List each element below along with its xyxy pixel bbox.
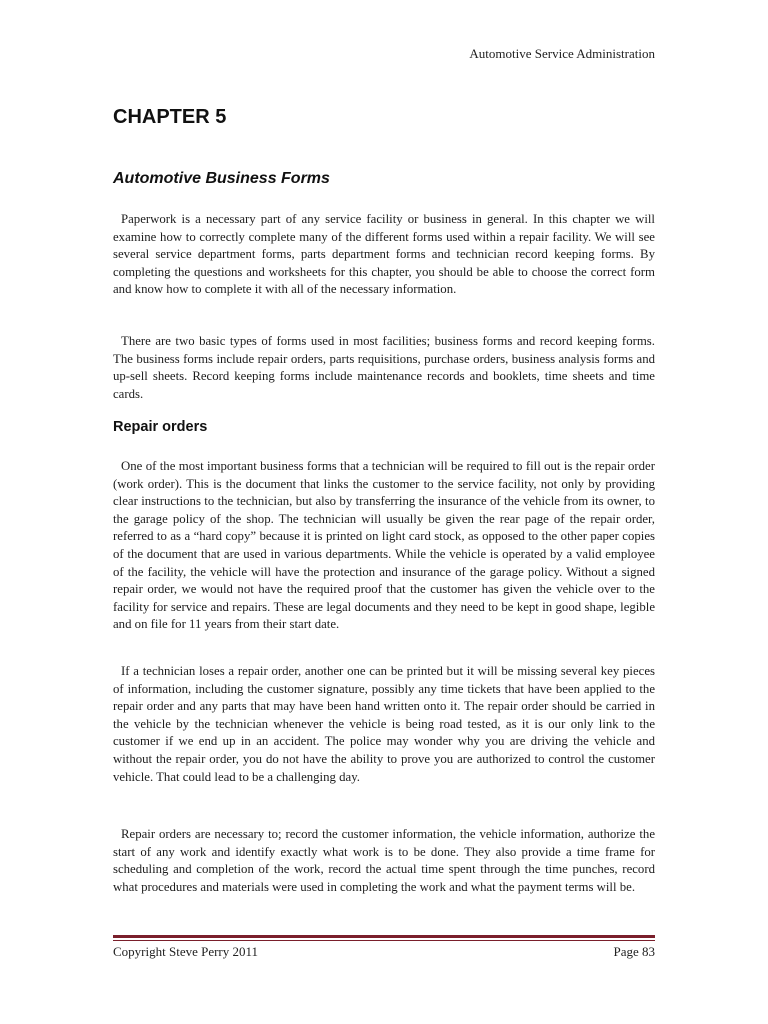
- repair-paragraph-2: If a technician loses a repair order, another one can be printed but it will be missing several key pieces of information, including the customer signature, possibly any time tickets that have been applied to the repair order and any parts that may have been hand written onto it. The repair order should be carried in the vehicle by the technician whenever the vehicle is being road tested, as it is our only link to the customer if we end up in an accident. The police may wonder why you are driving the vehicle and without the repair order, you do not have the ability to prove you are authorized to control the customer vehicle. That could lead to be a challenging day.: [113, 664, 655, 784]
- intro-paragraph-2: There are two basic types of forms used in most facilities; business forms and record keeping forms. The business forms include repair orders, parts requisitions, purchase orders, business analysis forms and up-sell sheets. Record keeping forms include maintenance records and booklets, time sheets and time cards.: [113, 334, 655, 401]
- footer-rule: [113, 935, 655, 938]
- repair-paragraph-3: Repair orders are necessary to; record the customer information, the vehicle information, authorize the start of any work and identify exactly what work is to be done. They also provide a time frame for scheduling and completion of the work, record the actual time spent through the time punches, record what procedures and materials were used in completing the work and what the payment terms will be.: [113, 827, 655, 894]
- subheading-repair-orders: Repair orders: [113, 419, 208, 435]
- running-header: Automotive Service Administration: [469, 46, 655, 61]
- section-title: Automotive Business Forms: [113, 170, 330, 187]
- intro-paragraph-1: Paperwork is a necessary part of any service facility or business in general. In this chapter we will examine how to correctly complete many of the different forms used within a repair facility. We will see several service department forms, parts department forms and technician record keeping forms. By completing the questions and worksheets for this chapter, you should be able to choose the correct form and know how to complete it with all of the necessary information.: [113, 212, 655, 297]
- chapter-title: CHAPTER 5: [113, 106, 227, 128]
- footer-copyright: Copyright Steve Perry 2011: [113, 944, 259, 959]
- footer-page-number: Page 83: [613, 944, 655, 959]
- repair-paragraph-1: One of the most important business forms that a technician will be required to fill out is the repair order (work order). This is the document that links the customer to the service facility, not only by providing clear instructions to the technician, but also by transferring the insurance of the vehicle from its owner, to the garage policy of the shop. The technician will usually be given the rear page of the repair order, referred to as a “hard copy” because it is printed on light card stock, as opposed to the other paper copies of the document that are used in various departments. While the vehicle is operated by a valid employee of the facility, the vehicle will have the protection and insurance of the garage policy. Without a signed repair order, we would not have the required proof that the customer has given the vehicle over to the facility for service and repairs. These are legal documents and they need to be kept in good shape, legible and on file for 11 years from their start date.: [113, 459, 655, 632]
- footer-rule-thin: [113, 940, 655, 941]
